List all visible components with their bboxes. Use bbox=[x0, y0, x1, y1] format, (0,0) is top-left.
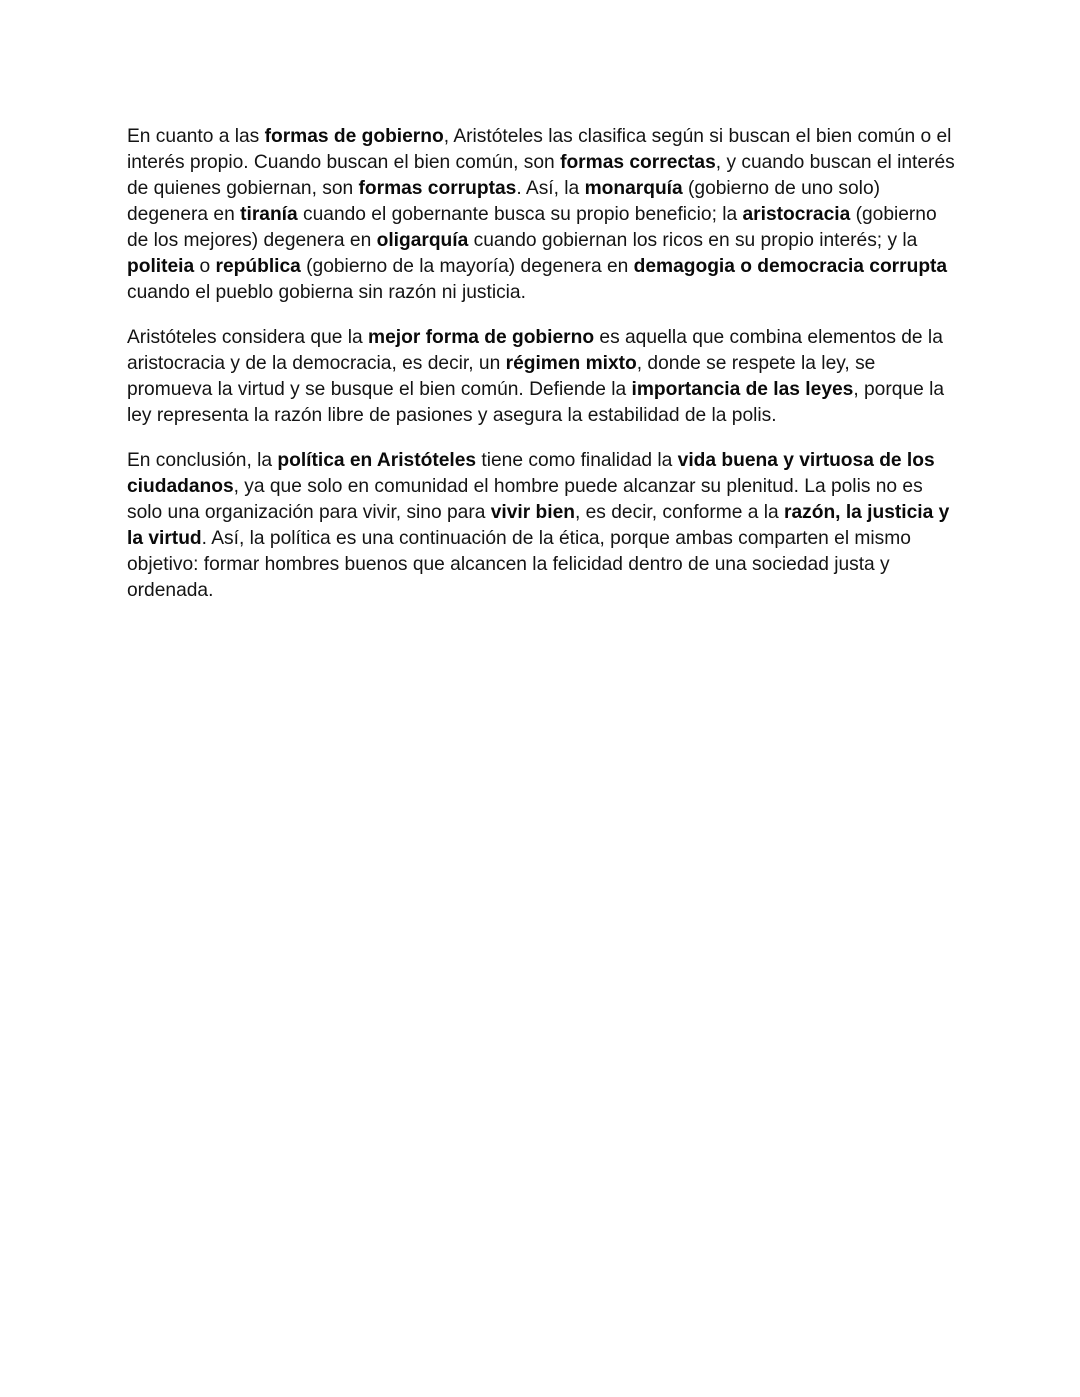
bold-term: formas correctas bbox=[560, 152, 716, 173]
paragraph-forms-of-government bbox=[127, 124, 957, 306]
text-run: o bbox=[194, 256, 216, 277]
text-run: . Así, la política es una continuación de la ética, porque ambas comparten el mismo objetivo: formar hombres buenos que alcancen la felicidad dentro de una sociedad justa y ordenada. bbox=[127, 528, 911, 601]
bold-term: vivir bien bbox=[490, 502, 575, 523]
text-run: (gobierno de los mejores) degenera en bbox=[127, 204, 937, 251]
bold-term: política en Aristóteles bbox=[277, 450, 477, 471]
text-run: . Así, la bbox=[516, 178, 585, 199]
bold-term: monarquía bbox=[584, 178, 683, 199]
bold-term: demagogia o democracia corrupta bbox=[633, 256, 948, 277]
text-run: cuando el pueblo gobierna sin razón ni justicia. bbox=[127, 282, 526, 303]
bold-term: aristocracia bbox=[742, 204, 851, 225]
text-run: , donde se respete la ley, se promueva la virtud y se busque el bien común. Defiende la bbox=[127, 353, 876, 400]
text-run: En cuanto a las bbox=[127, 126, 265, 147]
text-run: En conclusión, la bbox=[127, 450, 278, 471]
bold-term: mejor forma de gobierno bbox=[368, 327, 595, 348]
paragraph-conclusion bbox=[127, 448, 957, 604]
bold-term: formas corruptas bbox=[358, 178, 517, 199]
text-run: cuando gobiernan los ricos en su propio interés; y la bbox=[468, 230, 918, 251]
bold-term: oligarquía bbox=[376, 230, 469, 251]
text-run: cuando el gobernante busca su propio beneficio; la bbox=[297, 204, 743, 225]
document-page bbox=[127, 124, 957, 623]
bold-term: vida buena y virtuosa de los ciudadanos bbox=[127, 450, 935, 497]
text-run: es aquella que combina elementos de la aristocracia y de la democracia, es decir, un bbox=[127, 327, 943, 374]
text-run: , Aristóteles las clasifica según si buscan el bien común o el interés propio. Cuando buscan el bien común, son bbox=[127, 126, 952, 173]
text-run: tiene como finalidad la bbox=[476, 450, 678, 471]
text-run: , ya que solo en comunidad el hombre puede alcanzar su plenitud. La polis no es solo una organización para vivir, sino para bbox=[127, 476, 923, 523]
text-run: (gobierno de uno solo) degenera en bbox=[127, 178, 881, 225]
bold-term: importancia de las leyes bbox=[631, 379, 854, 400]
text-run: , es decir, conforme a la bbox=[574, 502, 784, 523]
bold-term: régimen mixto bbox=[505, 353, 637, 374]
text-run: , y cuando buscan el interés de quienes gobiernan, son bbox=[127, 152, 955, 199]
paragraph-best-government bbox=[127, 325, 957, 429]
text-run: (gobierno de la mayoría) degenera en bbox=[300, 256, 634, 277]
text-run: Aristóteles considera que la bbox=[127, 327, 369, 348]
bold-term: república bbox=[215, 256, 301, 277]
text-run: , porque la ley representa la razón libre de pasiones y asegura la estabilidad de la polis. bbox=[127, 379, 945, 426]
bold-term: politeia bbox=[127, 256, 195, 277]
bold-term: tiranía bbox=[240, 204, 298, 225]
bold-term: razón, la justicia y la virtud bbox=[127, 502, 950, 549]
bold-term: formas de gobierno bbox=[264, 126, 444, 147]
